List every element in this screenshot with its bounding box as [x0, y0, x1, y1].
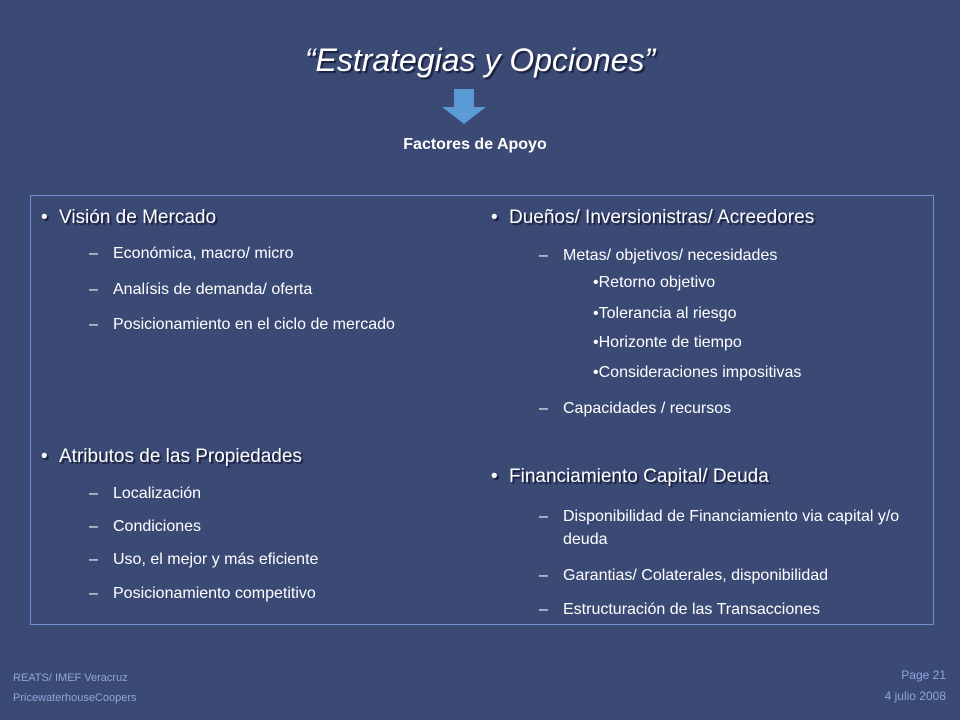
list-item: – Garantias/ Colaterales, disponibilidad	[539, 567, 829, 584]
footer-date: 4 julio 2008	[884, 689, 946, 703]
slide-title: “Estrategias y Opciones”	[304, 42, 656, 78]
list-item: – Metas/ objetivos/ necesidades	[539, 247, 778, 264]
footer-organization: REATS/ IMEF Veracruz	[13, 672, 128, 684]
list-item: – Disponibilidad de Financiamiento via capital y/o deuda	[539, 508, 900, 548]
subtitle: Factores de Apoyo	[403, 136, 547, 153]
content-box	[30, 195, 934, 625]
page-number: Page 21	[901, 668, 946, 682]
list-item: – Condiciones	[89, 518, 202, 535]
list-item: – Estructuración de las Transacciones	[539, 601, 821, 618]
sub-item: •Horizonte de tiempo	[593, 334, 742, 351]
list-item: – Económica, macro/ micro	[89, 245, 294, 262]
sub-item: •Retorno objetivo	[593, 274, 716, 291]
list-item: – Posicionamiento competitivo	[89, 585, 316, 602]
list-item: – Capacidades / recursos	[539, 400, 732, 417]
heading-vision-mercado: • Visión de Mercado	[41, 207, 217, 228]
heading-financiamiento: • Financiamiento Capital/ Deuda	[491, 466, 769, 487]
list-item: – Uso, el mejor y más eficiente	[89, 551, 319, 568]
heading-atributos: • Atributos de las Propiedades	[41, 446, 302, 467]
list-item: – Posicionamiento en el ciclo de mercado	[89, 316, 395, 333]
arrow-down-icon	[440, 89, 488, 125]
sub-item: •Consideraciones impositivas	[593, 364, 802, 381]
footer-company: PricewaterhouseCoopers	[13, 692, 137, 704]
list-item: – Analísis de demanda/ oferta	[89, 281, 313, 298]
sub-item: •Tolerancia al riesgo	[593, 305, 737, 322]
heading-duenos: • Dueños/ Inversionistras/ Acreedores	[491, 207, 815, 228]
list-item: – Localización	[89, 485, 202, 502]
